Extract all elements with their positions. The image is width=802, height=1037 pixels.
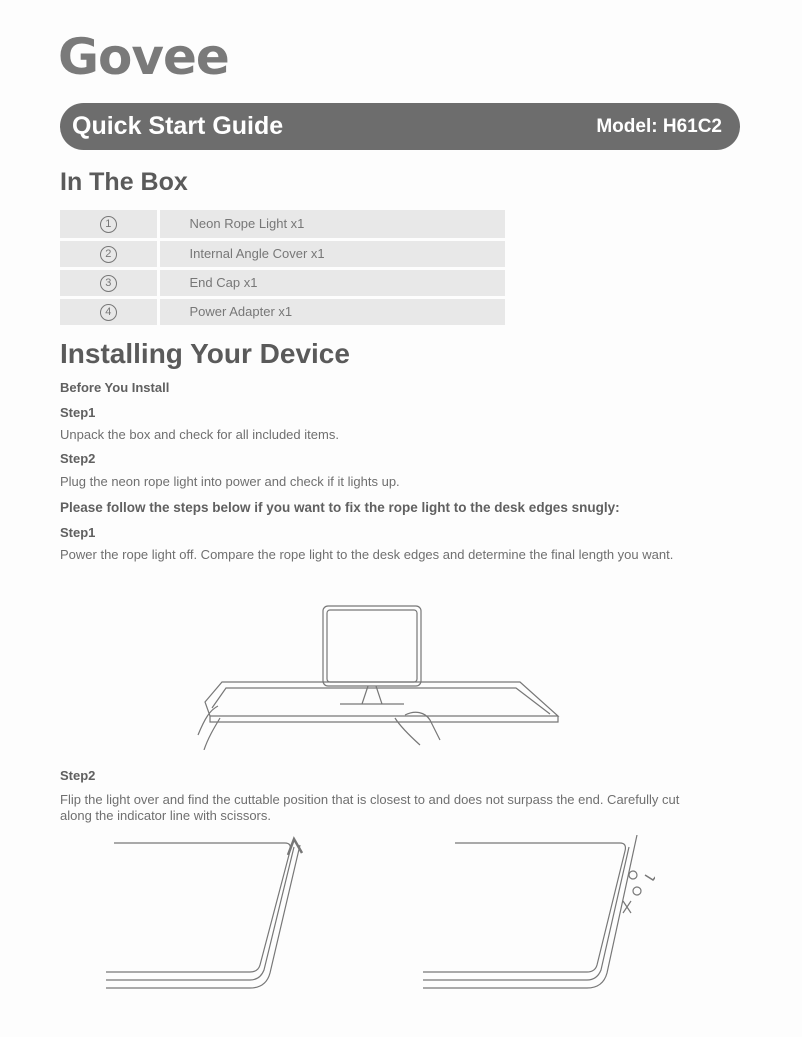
table-row [60,268,505,297]
item-number: 1 [100,216,117,233]
model-number: Model: H61C2 [596,116,722,137]
desk-monitor-illustration [190,600,570,750]
fix-step2-text: Flip the light over and find the cuttable position that is closest to and does not surpass the end. Carefully cut along the indicator line with scissors. [60,792,680,823]
in-box-table [60,210,505,328]
table-row [60,297,505,326]
item-label: Neon Rope Light x1 [158,210,505,239]
scissors-icon [629,871,637,879]
table-row [60,210,505,239]
table-row [60,239,505,268]
in-the-box-heading: In The Box [60,168,188,196]
step1-heading: Step1 [60,405,96,420]
step2-heading: Step2 [60,451,96,466]
fix-intro: Please follow the steps below if you want to fix the rope light to the desk edges snugly: [60,500,620,515]
installing-heading: Installing Your Device [60,338,350,369]
item-label: End Cap x1 [158,268,505,297]
item-label: Power Adapter x1 [158,297,505,326]
step1-text: Unpack the box and check for all included items. [60,427,339,442]
govee-logo: Govee [58,28,229,86]
before-install-heading: Before You Install [60,380,170,395]
fix-step2-heading: Step2 [60,768,96,783]
step2-text: Plug the neon rope light into power and check if it lights up. [60,474,400,489]
title-banner [60,103,740,150]
cut-position-illustration [415,835,655,1000]
cross-icon [623,901,631,913]
guide-title: Quick Start Guide [72,112,284,140]
fix-step1-heading: Step1 [60,525,96,540]
item-label: Internal Angle Cover x1 [158,239,505,268]
check-icon [645,865,655,880]
fix-step1-text: Power the rope light off. Compare the rope light to the desk edges and determine the final length you want. [60,547,674,562]
item-number: 3 [100,275,117,292]
item-number: 4 [100,304,117,321]
item-number: 2 [100,246,117,263]
flip-light-illustration [100,835,340,1000]
